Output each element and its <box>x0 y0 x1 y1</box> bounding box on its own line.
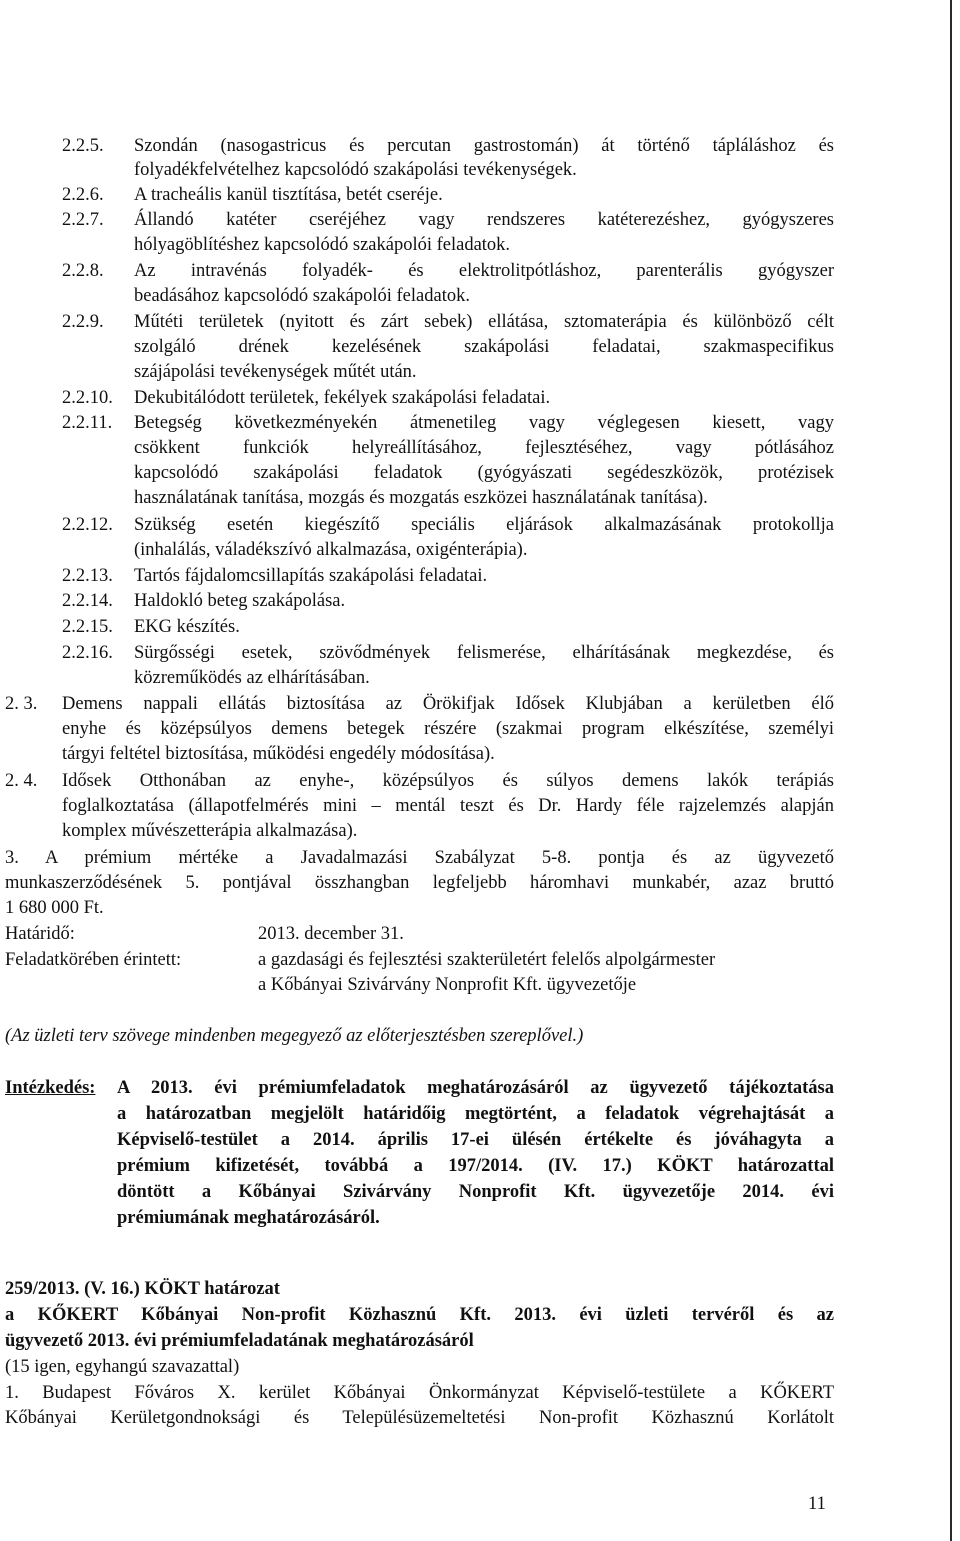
item-text-line: Haldokló beteg szakápolása. <box>134 591 346 611</box>
item-text-line: Az intravénás folyadék- és elektrolitpótláshoz, parenterális gyógyszer <box>134 261 834 281</box>
resolution-title: 259/2013. (V. 16.) KÖKT határozat <box>5 1279 280 1299</box>
resolution-subtitle-line: a KŐKERT Kőbányai Non-profit Közhasznú Kft. 2013. évi üzleti tervéről és az <box>5 1305 834 1325</box>
item-text-line: csökkent funkciók helyreállításához, fejlesztéséhez, vagy pótlásához <box>134 438 834 458</box>
section-text-line: komplex művészetterápia alkalmazása). <box>62 821 358 841</box>
responsible-label: Feladatkörében érintett: <box>5 950 182 970</box>
item-text-line: beadásához kapcsolódó szakápolói feladatok. <box>134 286 470 306</box>
responsible-line: a Kőbányai Szivárvány Nonprofit Kft. ügyvezetője <box>258 975 637 995</box>
item-text-line: Tartós fájdalomcsillapítás szakápolási feladatai. <box>134 566 488 586</box>
item-number: 2.2.16. <box>62 643 113 663</box>
resolution-subtitle-line: ügyvezető 2013. évi prémiumfeladatának meghatározásáról <box>5 1331 474 1351</box>
item-number: 2.2.9. <box>62 312 104 332</box>
measure-text-line: Képviselő-testület a 2014. április 17-ei ülésén értékelte és jóváhagyta a <box>117 1130 834 1150</box>
deadline-value: 2013. december 31. <box>258 924 404 944</box>
item-number: 2.2.12. <box>62 515 113 535</box>
deadline-label: Határidő: <box>5 924 75 944</box>
italic-note: (Az üzleti terv szövege mindenben megegyező az előterjesztésben szereplővel.) <box>5 1026 584 1046</box>
item-text-line: hólyagöblítéshez kapcsolódó szakápolói feladatok. <box>134 235 511 255</box>
section-text-line: Demens nappali ellátás biztosítása az Örökifjak Idősek Klubjában a kerületben élő <box>62 694 834 714</box>
measure-text-line: döntött a Kőbányai Szivárvány Nonprofit Kft. ügyvezetője 2014. évi <box>117 1182 834 1202</box>
item-text-line: szolgáló drének kezelésének szakápolási feladatai, szakmaspecifikus <box>134 337 834 357</box>
section-number: 2. 3. <box>5 694 38 714</box>
item-number: 2.2.5. <box>62 136 104 156</box>
resolution-body-line: Kőbányai Kerületgondnoksági és Településüzemeltetési Non-profit Közhasznú Korlátolt <box>5 1408 834 1428</box>
item-text-line: használatának tanítása, mozgás és mozgatás eszközei használatának tanítása). <box>134 488 708 508</box>
item-text-line: Állandó katéter cseréjéhez vagy rendszeres katéterezéshez, gyógyszeres <box>134 210 834 230</box>
section-text-line: Idősek Otthonában az enyhe-, középsúlyos és súlyos demens lakók terápiás <box>62 771 834 791</box>
item-text-line: Műtéti területek (nyitott és zárt sebek) ellátása, sztomaterápia és különböző célt <box>134 312 834 332</box>
item-text-line: Betegség következményekén átmenetileg vagy véglegesen kiesett, vagy <box>134 413 834 433</box>
page-number: 11 <box>808 1494 826 1514</box>
measure-text-line: A 2013. évi prémiumfeladatok meghatározásáról az ügyvezető tájékoztatása <box>117 1078 834 1098</box>
responsible-line: a gazdasági és fejlesztési szakterületért felelős alpolgármester <box>258 950 716 970</box>
item-number: 2.2.6. <box>62 185 104 205</box>
section-text-line: enyhe és középsúlyos demens betegek részére (szakmai program elkészítése, személyi <box>62 719 834 739</box>
item-text-line: kapcsolódó szakápolási feladatok (gyógyászati segédeszközök, protézisek <box>134 463 834 483</box>
measure-text-line: prémiumának meghatározásáról. <box>117 1208 380 1228</box>
measure-text-line: prémium kifizetését, továbbá a 197/2014. (IV. 17.) KÖKT határozattal <box>117 1156 834 1176</box>
section-text-line: foglalkoztatása (állapotfelmérés mini – mentál teszt és Dr. Hardy féle rajzelemzés alapján <box>62 796 834 816</box>
item-text-line: folyadékfelvételhez kapcsolódó szakápolási tevékenységek. <box>134 160 577 180</box>
resolution-body-line: 1. Budapest Főváros X. kerület Kőbányai Önkormányzat Képviselő-testülete a KŐKERT <box>5 1383 834 1403</box>
item-number: 2.2.8. <box>62 261 104 281</box>
item-text-line: közreműködés az elhárításában. <box>134 668 370 688</box>
point-3-line: munkaszerződésének 5. pontjával összhangban legfeljebb háromhavi munkabér, azaz bruttó <box>5 873 834 893</box>
item-text-line: Szondán (nasogastricus és percutan gastrostomán) át történő tápláláshoz és <box>134 136 834 156</box>
item-number: 2.2.7. <box>62 210 104 230</box>
item-text-line: Sürgősségi esetek, szövődmények felismerése, elhárításának megkezdése, és <box>134 643 834 663</box>
point-3-line: 1 680 000 Ft. <box>5 898 104 918</box>
section-text-line: tárgyi feltétel biztosítása, működési engedély módosítása). <box>62 744 495 764</box>
page-edge-line <box>950 0 952 1541</box>
point-3-line: 3. A prémium mértéke a Javadalmazási Szabályzat 5-8. pontja és az ügyvezető <box>5 848 834 868</box>
section-number: 2. 4. <box>5 771 38 791</box>
resolution-vote: (15 igen, egyhangú szavazattal) <box>5 1357 240 1377</box>
item-number: 2.2.14. <box>62 591 113 611</box>
item-text-line: EKG készítés. <box>134 617 240 637</box>
item-text-line: Szükség esetén kiegészítő speciális eljárások alkalmazásának protokollja <box>134 515 834 535</box>
item-number: 2.2.13. <box>62 566 113 586</box>
item-number: 2.2.10. <box>62 388 113 408</box>
item-text-line: Dekubitálódott területek, fekélyek szakápolási feladatai. <box>134 388 551 408</box>
item-text-line: A tracheális kanül tisztítása, betét cseréje. <box>134 185 443 205</box>
item-text-line: (inhalálás, váladékszívó alkalmazása, oxigénterápia). <box>134 540 528 560</box>
measure-text-line: a határozatban megjelölt határidőig megtörtént, a feladatok végrehajtását a <box>117 1104 834 1124</box>
item-text-line: szájápolási tevékenységek műtét után. <box>134 362 417 382</box>
item-number: 2.2.15. <box>62 617 113 637</box>
measure-label: Intézkedés: <box>5 1078 96 1098</box>
item-number: 2.2.11. <box>62 413 113 433</box>
